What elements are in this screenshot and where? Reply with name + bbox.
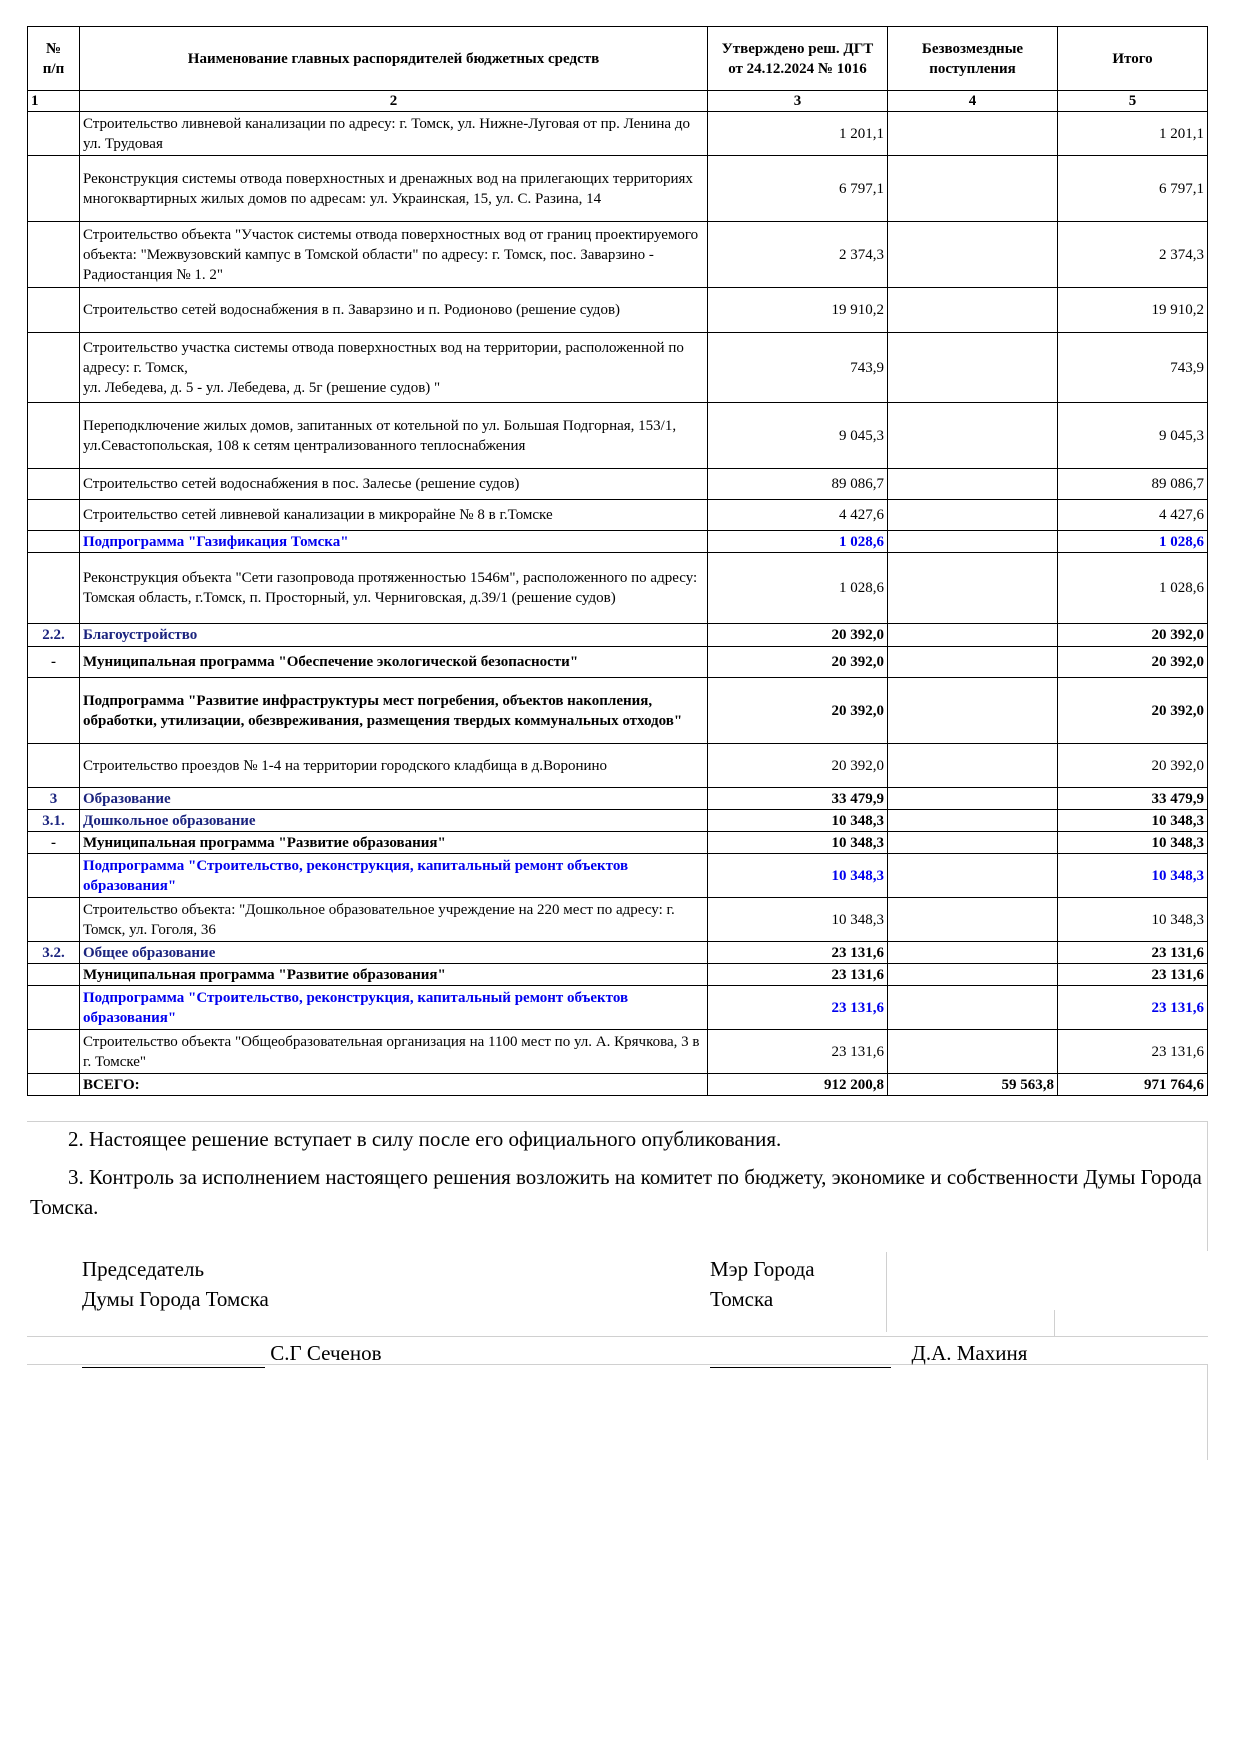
row-name-cell: Муниципальная программа "Обеспечение экологической безопасности": [80, 647, 708, 678]
row-approved-cell: 10 348,3: [708, 832, 888, 854]
row-total-cell: 6 797,1: [1058, 156, 1208, 222]
row-free-receipts-cell: [888, 403, 1058, 469]
row-free-receipts-cell: [888, 832, 1058, 854]
row-total-cell: 2 374,3: [1058, 222, 1208, 288]
signature-line: [82, 1345, 265, 1368]
row-code-cell: [28, 1074, 80, 1096]
left-signatory-title: [82, 1254, 269, 1314]
row-code-cell: [28, 500, 80, 531]
row-free-receipts-cell: [888, 744, 1058, 788]
row-free-receipts-cell: [888, 531, 1058, 553]
row-code-cell: [28, 288, 80, 333]
table-row: [28, 288, 1208, 333]
row-approved-cell: 10 348,3: [708, 810, 888, 832]
row-total-cell: 23 131,6: [1058, 1030, 1208, 1074]
row-name-cell: Строительство объекта "Общеобразовательная организация на 1100 мест по ул. А. Крячкова, 3 в г. Томске": [80, 1030, 708, 1074]
row-total-cell: 10 348,3: [1058, 810, 1208, 832]
row-name-cell: Строительство объекта: "Дошкольное образовательное учреждение на 220 мест по адресу: г. Томск, ул. Гоголя, 36: [80, 898, 708, 942]
row-name-cell: Строительство сетей водоснабжения в пос. Залесье (решение судов): [80, 469, 708, 500]
row-approved-cell: 1 028,6: [708, 553, 888, 624]
row-total-cell: 743,9: [1058, 333, 1208, 403]
row-free-receipts-cell: [888, 222, 1058, 288]
row-code-cell: [28, 156, 80, 222]
left-signature-block: [82, 1338, 382, 1368]
table-row: [28, 810, 1208, 832]
table-row: [28, 788, 1208, 810]
row-name-cell: ВСЕГО:: [80, 1074, 708, 1096]
table-row: [28, 403, 1208, 469]
row-free-receipts-cell: [888, 942, 1058, 964]
row-approved-cell: 2 374,3: [708, 222, 888, 288]
row-approved-cell: 33 479,9: [708, 788, 888, 810]
table-row: [28, 333, 1208, 403]
row-code-cell: [28, 744, 80, 788]
table-row: [28, 112, 1208, 156]
table-row: [28, 678, 1208, 744]
row-name-cell: Подпрограмма "Строительство, реконструкция, капитальный ремонт объектов образования": [80, 986, 708, 1030]
row-total-cell: 20 392,0: [1058, 624, 1208, 647]
row-free-receipts-cell: [888, 986, 1058, 1030]
table-row: [28, 469, 1208, 500]
table-header-row: [28, 27, 1208, 91]
row-total-cell: 4 427,6: [1058, 500, 1208, 531]
row-approved-cell: 20 392,0: [708, 647, 888, 678]
divider-line: [886, 1252, 887, 1332]
row-name-cell: Реконструкция системы отвода поверхностных и дренажных вод на прилегающих территориях многоквартирных жилых домов по адресам: ул. Украинская, 15, ул. С. Разина, 14: [80, 156, 708, 222]
row-free-receipts-cell: [888, 553, 1058, 624]
table-row: [28, 942, 1208, 964]
left-title-line-2: Думы Города Томска: [82, 1287, 269, 1311]
row-code-cell: [28, 222, 80, 288]
row-name-cell: Муниципальная программа "Развитие образования": [80, 832, 708, 854]
row-total-cell: 20 392,0: [1058, 678, 1208, 744]
row-total-cell: 9 045,3: [1058, 403, 1208, 469]
paragraph-2: 2. Настоящее решение вступает в силу после его официального опубликования.: [68, 1127, 782, 1151]
row-code-cell: [28, 333, 80, 403]
row-free-receipts-cell: [888, 1030, 1058, 1074]
row-approved-cell: 10 348,3: [708, 898, 888, 942]
row-approved-cell: 9 045,3: [708, 403, 888, 469]
row-approved-cell: 10 348,3: [708, 854, 888, 898]
column-number: 5: [1058, 91, 1208, 112]
row-name-cell: Строительство проездов № 1-4 на территории городского кладбища в д.Воронино: [80, 744, 708, 788]
row-total-cell: 1 028,6: [1058, 553, 1208, 624]
row-total-cell: 10 348,3: [1058, 898, 1208, 942]
row-code-cell: [28, 403, 80, 469]
right-signature-block: [710, 1338, 1027, 1368]
row-code-cell: [28, 678, 80, 744]
table-row: [28, 500, 1208, 531]
row-name-cell: Подпрограмма "Газификация Томска": [80, 531, 708, 553]
row-total-cell: 10 348,3: [1058, 854, 1208, 898]
row-free-receipts-cell: [888, 854, 1058, 898]
row-code-cell: [28, 898, 80, 942]
row-code-cell: [28, 1030, 80, 1074]
right-signatory-name: Д.А. Махиня: [911, 1341, 1028, 1365]
row-total-cell: 1 201,1: [1058, 112, 1208, 156]
row-approved-cell: 20 392,0: [708, 744, 888, 788]
row-code-cell: -: [28, 832, 80, 854]
header-approved: Утверждено реш. ДГТ от 24.12.2024 № 1016: [708, 27, 888, 91]
row-approved-cell: 743,9: [708, 333, 888, 403]
row-name-cell: Переподключение жилых домов, запитанных от котельной по ул. Большая Подгорная, 153/1, ул.Севастопольская, 108 к сетям централизованного теплоснабжения: [80, 403, 708, 469]
row-total-cell: 10 348,3: [1058, 832, 1208, 854]
row-name-cell: Общее образование: [80, 942, 708, 964]
row-code-cell: [28, 469, 80, 500]
row-name-cell: Реконструкция объекта "Сети газопровода протяженностью 1546м", расположенного по адресу: Томская область, г.Томск, п. Просторный, ул. Черниговская, д.39/1 (решение судов): [80, 553, 708, 624]
row-name-cell: Дошкольное образование: [80, 810, 708, 832]
left-signatory-name: С.Г Сеченов: [270, 1341, 382, 1365]
table-row: [28, 744, 1208, 788]
divider-line: [1207, 1364, 1208, 1460]
row-code-cell: 3.2.: [28, 942, 80, 964]
row-name-cell: Строительство сетей ливневой канализации в микрорайне № 8 в г.Томске: [80, 500, 708, 531]
row-approved-cell: 23 131,6: [708, 942, 888, 964]
row-approved-cell: 23 131,6: [708, 986, 888, 1030]
budget-table: [27, 26, 1208, 1096]
header-num: № п/п: [28, 27, 80, 91]
row-name-cell: Строительство сетей водоснабжения в п. Заварзино и п. Родионово (решение судов): [80, 288, 708, 333]
row-code-cell: [28, 112, 80, 156]
row-free-receipts-cell: [888, 898, 1058, 942]
row-approved-cell: 23 131,6: [708, 1030, 888, 1074]
row-total-cell: 20 392,0: [1058, 744, 1208, 788]
table-row: [28, 898, 1208, 942]
row-name-cell: Строительство участка системы отвода поверхностных вод на территории, расположенной по адресу: г. Томск, ул. Лебедева, д. 5 - ул. Лебедева, д. 5г (решение судов) ": [80, 333, 708, 403]
row-code-cell: [28, 986, 80, 1030]
table-row: [28, 624, 1208, 647]
table-row: [28, 222, 1208, 288]
row-total-cell: 19 910,2: [1058, 288, 1208, 333]
row-name-cell: Муниципальная программа "Развитие образования": [80, 964, 708, 986]
table-row: [28, 553, 1208, 624]
left-title-line-1: Председатель: [82, 1257, 205, 1281]
table-row: [28, 832, 1208, 854]
row-free-receipts-cell: [888, 288, 1058, 333]
row-total-cell: 33 479,9: [1058, 788, 1208, 810]
row-free-receipts-cell: 59 563,8: [888, 1074, 1058, 1096]
row-approved-cell: 1 028,6: [708, 531, 888, 553]
signature-line: [710, 1345, 891, 1368]
row-name-cell: Подпрограмма "Строительство, реконструкция, капитальный ремонт объектов образования": [80, 854, 708, 898]
table-row: [28, 1074, 1208, 1096]
row-code-cell: -: [28, 647, 80, 678]
row-total-cell: 89 086,7: [1058, 469, 1208, 500]
right-title-line-2: Томска: [710, 1287, 774, 1311]
row-approved-cell: 6 797,1: [708, 156, 888, 222]
row-name-cell: Подпрограмма "Развитие инфраструктуры мест погребения, объектов накопления, обработки, утилизации, обезвреживания, размещения твердых коммунальных отходов": [80, 678, 708, 744]
right-signatory-title: [710, 1254, 815, 1314]
row-free-receipts-cell: [888, 112, 1058, 156]
row-free-receipts-cell: [888, 624, 1058, 647]
table-body: [28, 112, 1208, 1096]
row-free-receipts-cell: [888, 678, 1058, 744]
column-number: 4: [888, 91, 1058, 112]
row-free-receipts-cell: [888, 333, 1058, 403]
row-code-cell: [28, 854, 80, 898]
column-numbers-row: [28, 91, 1208, 112]
table-row: [28, 964, 1208, 986]
row-approved-cell: 19 910,2: [708, 288, 888, 333]
row-code-cell: [28, 964, 80, 986]
column-number: 3: [708, 91, 888, 112]
row-total-cell: 20 392,0: [1058, 647, 1208, 678]
row-free-receipts-cell: [888, 810, 1058, 832]
row-name-cell: Благоустройство: [80, 624, 708, 647]
row-total-cell: 23 131,6: [1058, 942, 1208, 964]
table-row: [28, 854, 1208, 898]
row-total-cell: 971 764,6: [1058, 1074, 1208, 1096]
row-approved-cell: 89 086,7: [708, 469, 888, 500]
column-number: 1: [28, 91, 80, 112]
row-approved-cell: 23 131,6: [708, 964, 888, 986]
row-code-cell: 3: [28, 788, 80, 810]
row-approved-cell: 20 392,0: [708, 624, 888, 647]
row-code-cell: 2.2.: [28, 624, 80, 647]
divider-line: [1054, 1310, 1055, 1336]
header-name: Наименование главных распорядителей бюджетных средств: [80, 27, 708, 91]
divider-line: [27, 1336, 1207, 1337]
row-total-cell: 23 131,6: [1058, 964, 1208, 986]
row-approved-cell: 912 200,8: [708, 1074, 888, 1096]
row-total-cell: 23 131,6: [1058, 986, 1208, 1030]
table-row: [28, 156, 1208, 222]
row-free-receipts-cell: [888, 500, 1058, 531]
row-approved-cell: 4 427,6: [708, 500, 888, 531]
row-code-cell: 3.1.: [28, 810, 80, 832]
paragraph-3: 3. Контроль за исполнением настоящего решения возложить на комитет по бюджету, экономике и собственности Думы Города Томска.: [30, 1165, 1202, 1219]
row-free-receipts-cell: [888, 156, 1058, 222]
header-total: Итого: [1058, 27, 1208, 91]
divider-line: [27, 1121, 1207, 1122]
row-free-receipts-cell: [888, 647, 1058, 678]
table-row: [28, 647, 1208, 678]
row-approved-cell: 20 392,0: [708, 678, 888, 744]
row-name-cell: Образование: [80, 788, 708, 810]
row-free-receipts-cell: [888, 788, 1058, 810]
header-free-receipts: Безвозмездные поступления: [888, 27, 1058, 91]
row-code-cell: [28, 531, 80, 553]
row-approved-cell: 1 201,1: [708, 112, 888, 156]
right-title-line-1: Мэр Города: [710, 1257, 815, 1281]
row-code-cell: [28, 553, 80, 624]
row-free-receipts-cell: [888, 469, 1058, 500]
row-name-cell: Строительство ливневой канализации по адресу: г. Томск, ул. Нижне-Луговая от пр. Ленина до ул. Трудовая: [80, 112, 708, 156]
row-total-cell: 1 028,6: [1058, 531, 1208, 553]
table-row: [28, 986, 1208, 1030]
row-free-receipts-cell: [888, 964, 1058, 986]
table-row: [28, 1030, 1208, 1074]
row-name-cell: Строительство объекта "Участок системы отвода поверхностных вод от границ проектируемого объекта: "Межвузовский кампус в Томской области" по адресу: г. Томск, пос. Заварзино - Радиостанция № 1. 2": [80, 222, 708, 288]
divider-line: [1054, 1336, 1208, 1337]
table-row: [28, 531, 1208, 553]
column-number: 2: [80, 91, 708, 112]
